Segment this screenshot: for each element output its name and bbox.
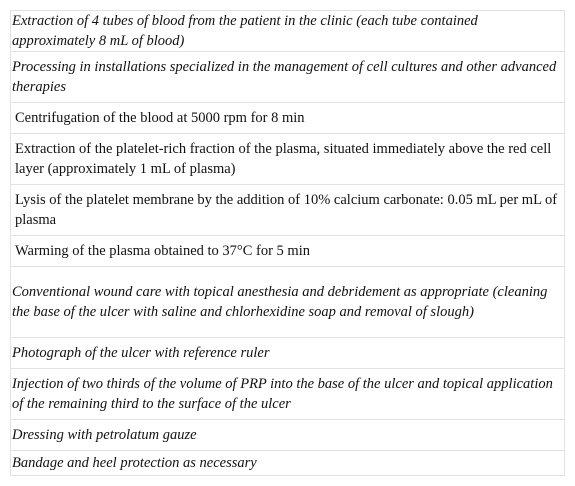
table-row bbox=[10, 267, 565, 338]
table-row bbox=[10, 185, 565, 236]
step-text: Warming of the plasma obtained to 37°C for 5 min bbox=[15, 243, 310, 259]
step-text: Lysis of the platelet membrane by the addition of 10% calcium carbonate: 0.05 mL per mL of plasma bbox=[15, 192, 558, 228]
table-row bbox=[10, 451, 565, 476]
table-row bbox=[10, 134, 565, 185]
step-text: Processing in installations specialized in the management of cell cultures and other advanced therapies bbox=[12, 59, 557, 95]
protocol-table bbox=[10, 10, 565, 476]
step-text: Bandage and heel protection as necessary bbox=[12, 455, 257, 471]
step-text: Dressing with petrolatum gauze bbox=[12, 427, 197, 443]
step-text: Conventional wound care with topical anesthesia and debridement as appropriate (cleaning the base of the ulcer with saline and chlorhexidine soap and removal of slough) bbox=[12, 284, 548, 320]
table-row bbox=[10, 52, 565, 103]
table-row bbox=[10, 11, 565, 52]
table-row bbox=[10, 338, 565, 369]
step-text: Injection of two thirds of the volume of PRP into the base of the ulcer and topical application of the remaining third to the surface of the ulcer bbox=[12, 376, 553, 412]
table-row bbox=[10, 420, 565, 451]
step-text: Centrifugation of the blood at 5000 rpm for 8 min bbox=[15, 110, 305, 126]
step-text: Photograph of the ulcer with reference ruler bbox=[12, 345, 270, 361]
step-text: Extraction of 4 tubes of blood from the patient in the clinic (each tube contained approximately 8 mL of blood) bbox=[12, 13, 478, 49]
table-row bbox=[10, 236, 565, 267]
table-row bbox=[10, 103, 565, 134]
step-text: Extraction of the platelet-rich fraction of the plasma, situated immediately above the red cell layer (approximately 1 mL of plasma) bbox=[15, 141, 552, 177]
table-row bbox=[10, 369, 565, 420]
